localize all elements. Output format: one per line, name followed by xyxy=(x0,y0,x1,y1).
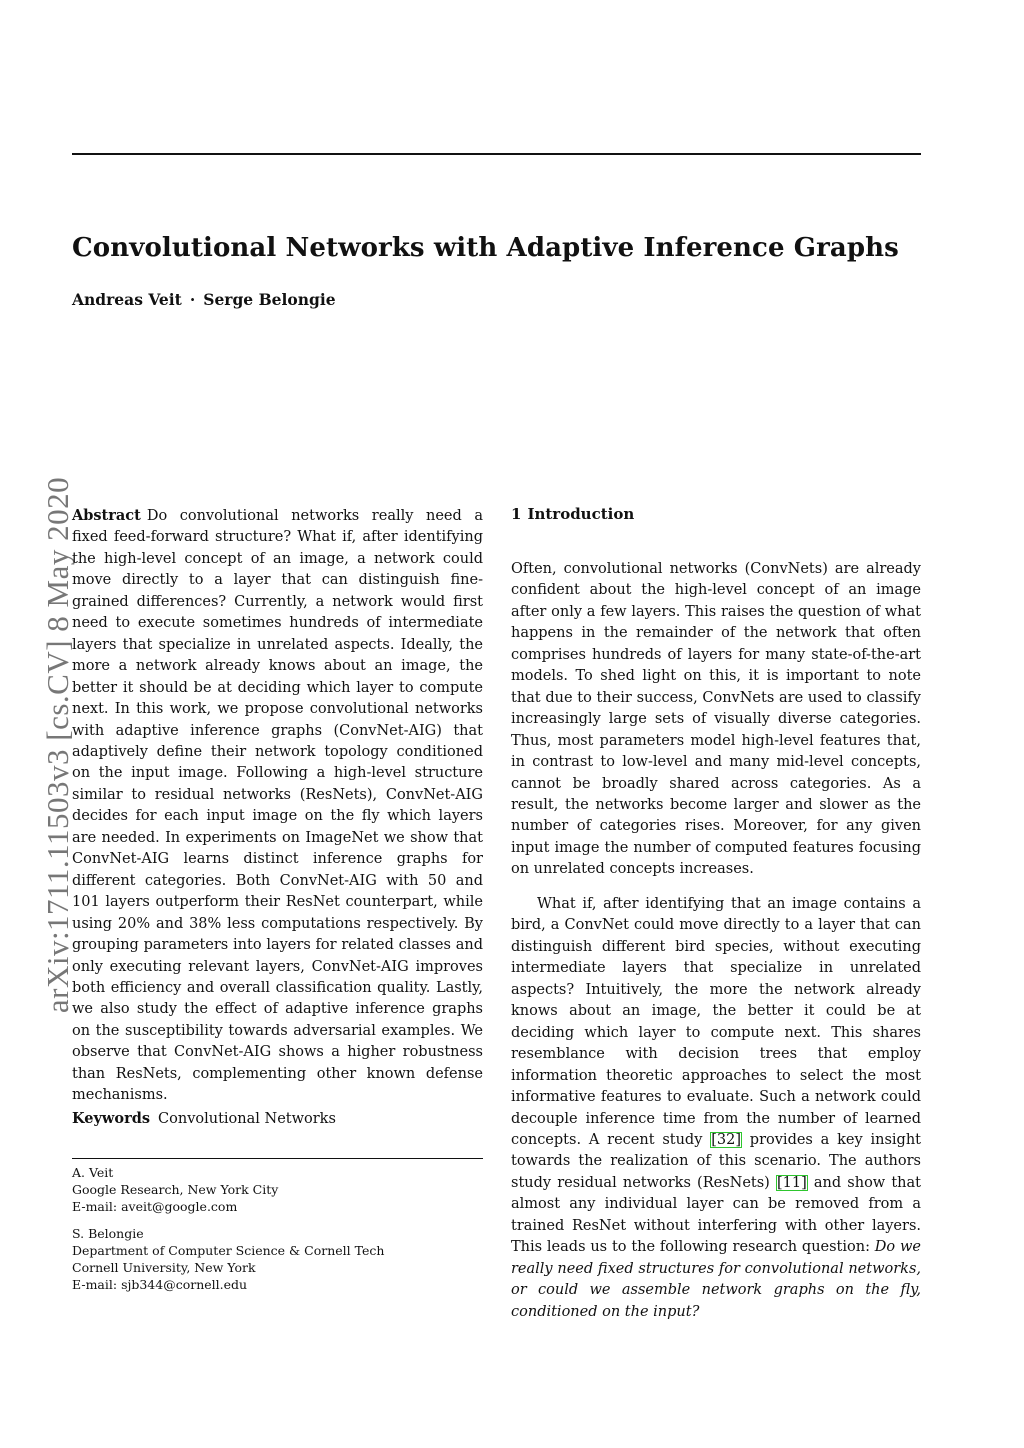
abstract-text: Do convolutional networks really need a fixed feed-forward structure? What if, after identifying the high-level concept of an image, a network could move directly to a layer that can distinguish fine-grained differences? Currently, a network would first need to execute sometimes hundreds of intermediate layers that specialize in unrelated aspects. Ideally, the more a network already knows about an image, the better it should be at deciding which layer to compute next. In this work, we propose convolutional networks with adaptive inference graphs (ConvNet-AIG) that adaptively define their network topology conditioned on the input image. Following a high-level structure similar to residual networks (ResNets), ConvNet-AIG decides for each input image on the fly which layers are needed. In experiments on ImageNet we show that ConvNet-AIG learns distinct inference graphs for different categories. Both ConvNet-AIG with 50 and 101 layers outperform their ResNet counterpart, while using 20% and 38% less computations respectively. By grouping parameters into layers for related classes and only executing relevant layers, ConvNet-AIG improves both efficiency and overall classification quality. Lastly, we also study the effect of adaptive inference graphs on the susceptibility towards adversarial examples. We observe that ConvNet-AIG shows a higher robustness than ResNets, complementing other known defense mechanisms. xyxy=(72,508,483,1104)
keywords-heading: Keywords xyxy=(72,1110,151,1127)
intro-text: What if, after identifying that an image contains a bird, a ConvNet could move directly to a layer that can distinguish different bird species, without executing intermediate layers that specialize in unrelated aspects? Intuitively, the more the network already knows about an image, the better it could be at deciding which layer to compute next. This shares resemblance with decision trees that employ information theoretic approaches to select the most informative features to evaluate. Such a network could decouple inference time from the number of learned concepts. A recent study xyxy=(511,896,921,1148)
affiliation-belongie xyxy=(72,1225,384,1293)
affiliation-org: Department of Computer Science & Cornell Tech xyxy=(72,1243,385,1258)
section-title: Introduction xyxy=(527,505,635,523)
affiliation-name: A. Veit xyxy=(72,1165,114,1180)
author-name: Serge Belongie xyxy=(203,290,336,309)
keywords xyxy=(72,1110,336,1127)
abstract-heading: Abstract xyxy=(72,507,141,524)
affiliation-org: Google Research, New York City xyxy=(72,1182,279,1197)
section-heading xyxy=(511,505,634,523)
footnote-rule xyxy=(72,1158,483,1159)
author-list xyxy=(72,290,336,309)
citation-link[interactable]: [11] xyxy=(776,1174,807,1191)
intro-paragraph-2 xyxy=(511,894,921,1323)
research-question: Do we really need fixed structures for convolutional networks, or could we assemble network graphs on the fly, conditioned on the input? xyxy=(511,1239,921,1320)
author-name: Andreas Veit xyxy=(72,290,182,309)
keywords-text: Convolutional Networks xyxy=(158,1111,336,1127)
affiliation-email: E-mail: sjb344@cornell.edu xyxy=(72,1277,248,1292)
arxiv-identifier-text: arXiv:1711.11503v3 [cs.CV] 8 May 2020 xyxy=(40,476,75,1014)
author-separator: · xyxy=(189,290,196,309)
top-rule xyxy=(72,153,921,155)
affiliation-veit xyxy=(72,1164,278,1215)
abstract xyxy=(72,505,483,1107)
intro-paragraph-1: Often, convolutional networks (ConvNets) are already confident about the high-level concept of an image after only a few layers. This raises the question of what happens in the remainder of the network that often comprises hundreds of layers for many state-of-the-art models. To shed light on this, it is important to note that due to their success, ConvNets are used to classify increasingly large sets of visually diverse categories. Thus, most parameters model high-level features that, in contrast to low-level and many mid-level concepts, cannot be broadly shared across categories. As a result, the networks become larger and slower as the number of categories rises. Moreover, for any given input image the number of computed features focusing on unrelated concepts increases. xyxy=(511,561,921,878)
affiliation-email: E-mail: aveit@google.com xyxy=(72,1199,238,1214)
paper-title: Convolutional Networks with Adaptive Inference Graphs xyxy=(72,233,899,263)
affiliation-place: Cornell University, New York xyxy=(72,1260,256,1275)
intro-text: provides a key insight towards the realization of this scenario. The authors study residual networks (ResNets) xyxy=(511,1131,921,1191)
citation-link[interactable]: [32] xyxy=(711,1131,741,1148)
affiliation-name: S. Belongie xyxy=(72,1226,144,1241)
section-number: 1 xyxy=(511,505,522,523)
intro-text: and show that almost any individual layer can be removed from a trained ResNet without interfering with other layers. This leads us to the following research question: xyxy=(511,1174,921,1256)
